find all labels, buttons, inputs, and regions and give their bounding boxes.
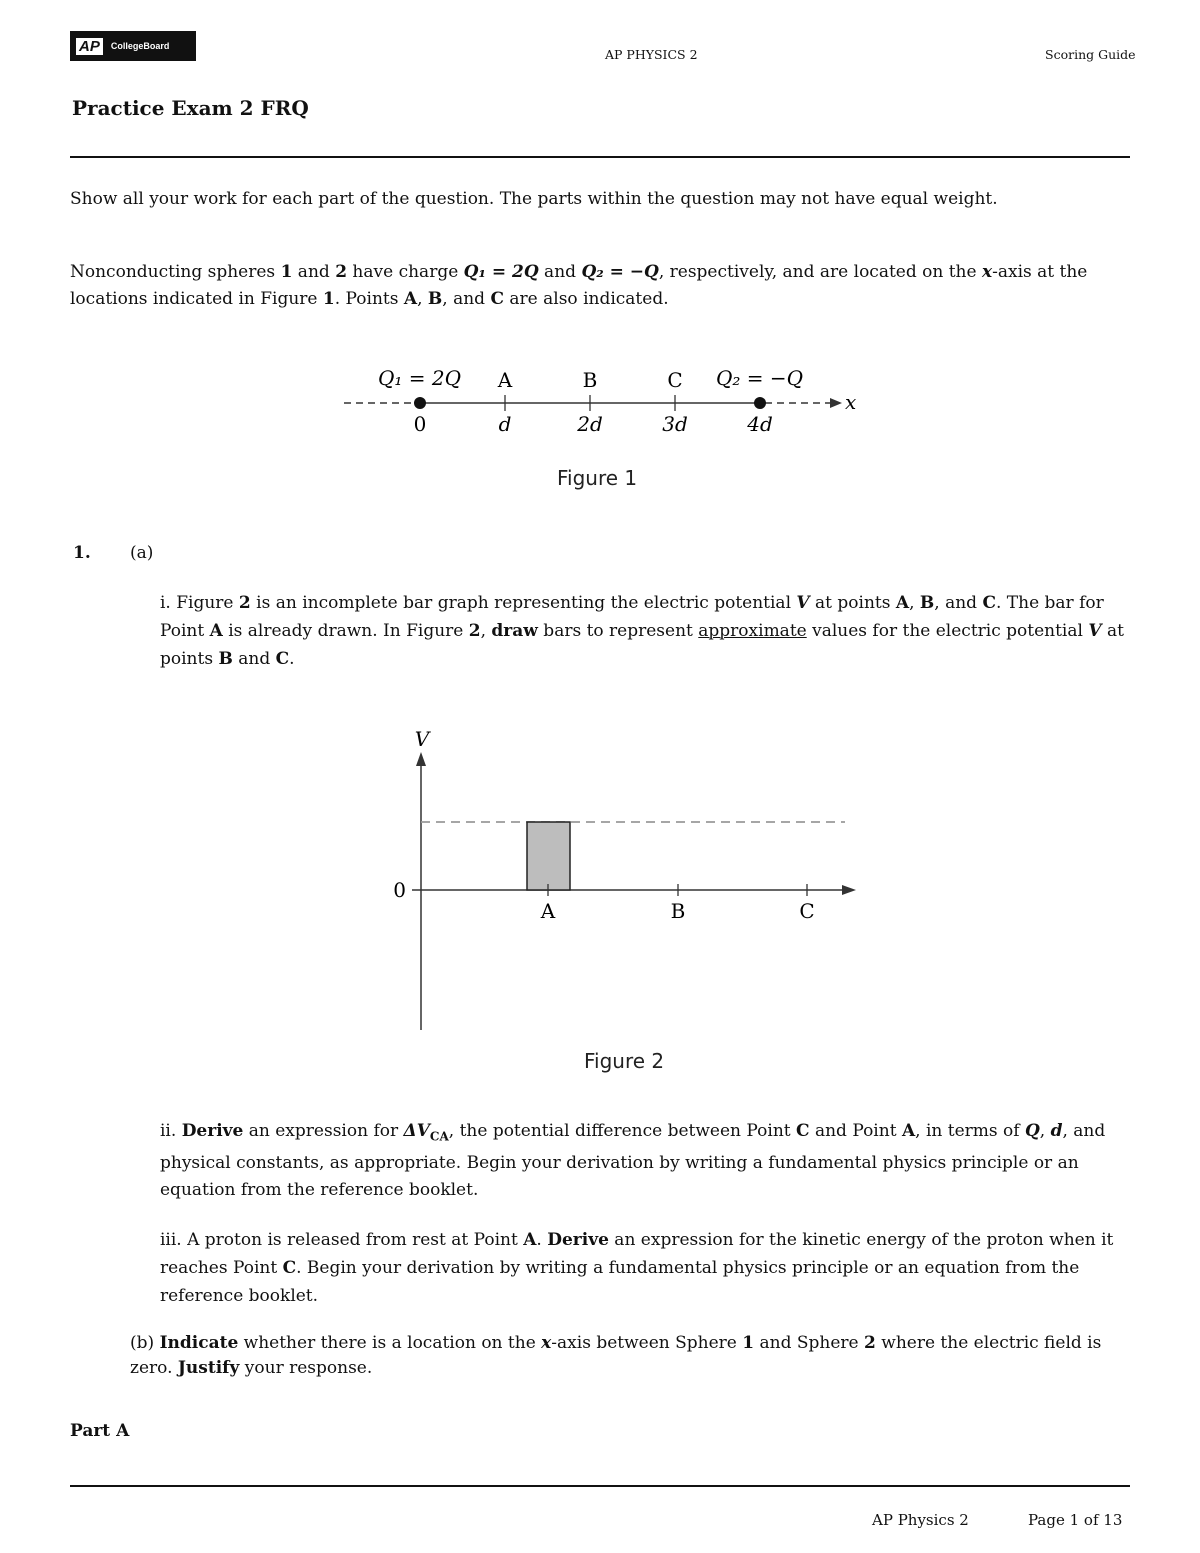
category-label-b: B: [670, 899, 686, 923]
tick-label-4d: 4d: [747, 412, 773, 436]
point-label-b: B: [582, 368, 598, 392]
question-number: 1.: [73, 543, 91, 563]
point-label-a: A: [497, 368, 513, 392]
part-a-iii-text: iii. A proton is released from rest at Point A. Derive an expression for the kinetic energy of the proton when it reaches Point C. Begin your derivation by writing a fundamental physics principle or an equation from the reference booklet.: [160, 1230, 1114, 1306]
part-label: Part A: [70, 1421, 130, 1441]
tick-label-0: 0: [413, 412, 427, 436]
page-title: Practice Exam 2 FRQ: [72, 96, 309, 120]
college-board-logo: [70, 31, 196, 61]
sphere-2-dot: [754, 397, 766, 409]
q1-label: Q₁ = 2Q: [378, 366, 462, 390]
logo-ap: AP: [76, 38, 103, 55]
figure-2-bar-graph: [380, 720, 880, 1040]
bar-A: [527, 822, 570, 890]
part-a-i-text: i. Figure 2 is an incomplete bar graph representing the electric potential V at points A, B, and C. The bar for Point A is already drawn. In Figure 2, draw bars to represent approximate values for the electric potential V at points B and C.: [160, 593, 1124, 669]
footer-page-number: Page 1 of 13: [1028, 1511, 1123, 1529]
y-axis-label: V: [414, 727, 430, 751]
bottom-divider: [70, 1485, 1130, 1487]
category-label-c: C: [799, 899, 815, 923]
q2-label: Q₂ = −Q: [716, 366, 804, 390]
figure-1-caption: Figure 1: [557, 466, 638, 490]
category-label-a: A: [540, 899, 556, 923]
axis-arrow: [830, 398, 842, 408]
tick-label-d: d: [498, 412, 512, 436]
header-course: AP PHYSICS 2: [605, 47, 698, 62]
part-b-text: (b) Indicate whether there is a location on the x-axis between Sphere 1 and Sphere 2 where the electric field is zero. Justify your response.: [130, 1333, 1102, 1378]
sphere-1-dot: [414, 397, 426, 409]
y-axis-arrow: [416, 752, 426, 766]
header-guide: Scoring Guide: [1045, 47, 1136, 62]
zero-label: 0: [393, 878, 406, 902]
tick-label-2d: 2d: [577, 412, 603, 436]
part-a-label: (a): [130, 543, 154, 563]
tick-label-3d: 3d: [662, 412, 688, 436]
figure-1-diagram: [330, 355, 870, 445]
x-axis-arrow: [842, 885, 856, 895]
footer-course: AP Physics 2: [872, 1511, 969, 1529]
x-axis-label: x: [845, 390, 857, 414]
logo-collegeboard: CollegeBoard: [110, 41, 170, 51]
intro-paragraph: Nonconducting spheres 1 and 2 have charge Q₁ = 2Q and Q₂ = −Q, respectively, and are located on the x-axis at the locations indicated in Figure 1. Points A, B, and C are also indicated.: [70, 262, 1088, 309]
top-divider: [70, 156, 1130, 158]
part-a-ii-text: ii. Derive an expression for $\Delta V_{CA}$, the potential difference between Point C and Point A, in terms of Q, d, and physical constants, as appropriate. Begin your derivation by writing a fundamental physics principle or an equation from the reference booklet.: [160, 1121, 1106, 1201]
instructions: Show all your work for each part of the question. The parts within the question may not have equal weight.: [70, 189, 998, 209]
figure-2-caption: Figure 2: [584, 1049, 665, 1073]
point-label-c: C: [667, 368, 683, 392]
